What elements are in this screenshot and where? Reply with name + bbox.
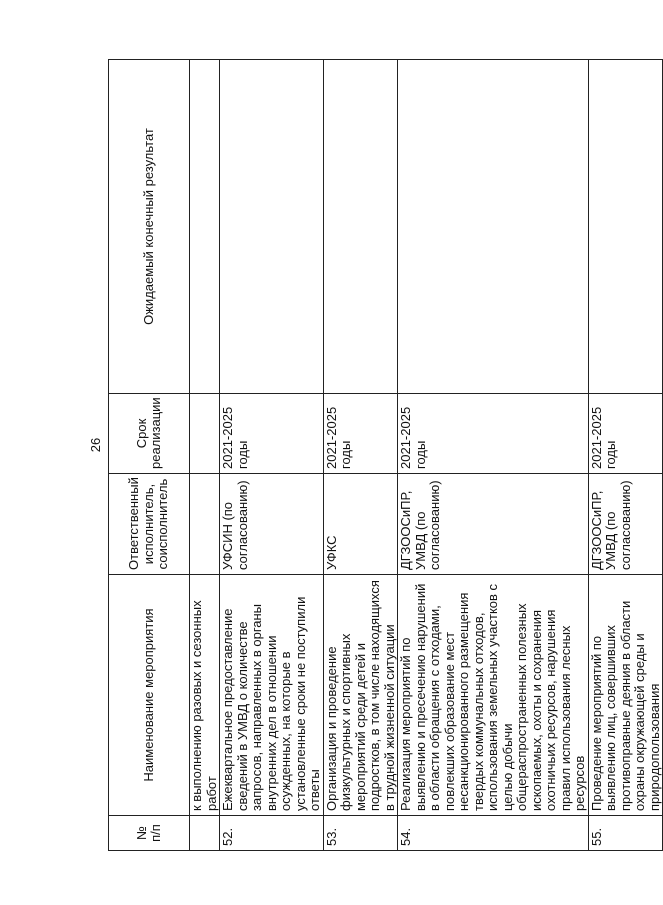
continuation-number [190, 816, 220, 851]
continuation-event: к выполнению разовых и сезонных работ [190, 575, 220, 816]
table-row [398, 60, 589, 851]
table-row [220, 60, 324, 851]
header-period: Срок реализации [109, 394, 190, 474]
row-responsible: УФСИН (по согласованию) [220, 474, 324, 575]
row-result [323, 60, 398, 394]
row-period: 2021-2025 годы [220, 394, 324, 474]
row-number: 53. [323, 816, 398, 851]
row-responsible: ДГЗООСиПР, УМВД (по согласованию) [398, 474, 589, 575]
table-header-row [109, 60, 190, 851]
row-period: 2021-2025 годы [323, 394, 398, 474]
row-number: 55. [588, 816, 663, 851]
header-responsible: Ответственный исполнитель, соисполнитель [109, 474, 190, 575]
row-responsible: ДГЗООСиПР, УМВД (по согласованию) [588, 474, 663, 575]
row-number: 52. [220, 816, 324, 851]
table-row [588, 60, 663, 851]
row-result [398, 60, 589, 394]
row-event: Реализация мероприятий по выявлению и пресечению нарушений в области обращения с отходами, повлекших образование мест несанкционированного размещения твердых коммунальных отходов, использования земельных участков с целью добычи общераспространенных полезных ископаемых, охоты и сохранения охотничьих ресурсов, нарушения правил использования лесных ресурсов [398, 575, 589, 816]
row-period: 2021-2025 годы [398, 394, 589, 474]
row-period: 2021-2025 годы [588, 394, 663, 474]
row-result [220, 60, 324, 394]
continuation-period [190, 394, 220, 474]
header-result: Ожидаемый конечный результат [109, 60, 190, 394]
table-row [323, 60, 398, 851]
measures-table [108, 59, 663, 851]
row-responsible: УФКС [323, 474, 398, 575]
header-number: № п/п [109, 816, 190, 851]
continuation-row [190, 60, 220, 851]
continuation-responsible [190, 474, 220, 575]
row-event: Организация и проведение физкультурных и спортивных мероприятий среди детей и подростков, в том числе находящихся в трудной жизненной ситуации [323, 575, 398, 816]
row-event: Проведение мероприятий по выявлению лиц, совершивших противоправные деяния в области охраны окружающей среды и природопользования [588, 575, 663, 816]
continuation-result [190, 60, 220, 394]
rotated-table-container [108, 60, 662, 851]
header-event: Наименование мероприятия [109, 575, 190, 816]
page-number: 26 [87, 437, 103, 453]
row-result [588, 60, 663, 394]
row-event: Ежеквартальное предоставление сведений в УМВД о количестве запросов, направленных в органы внутренних дел в отношении осужденных, на которые в установленные сроки не поступили ответы [220, 575, 324, 816]
row-number: 54. [398, 816, 589, 851]
